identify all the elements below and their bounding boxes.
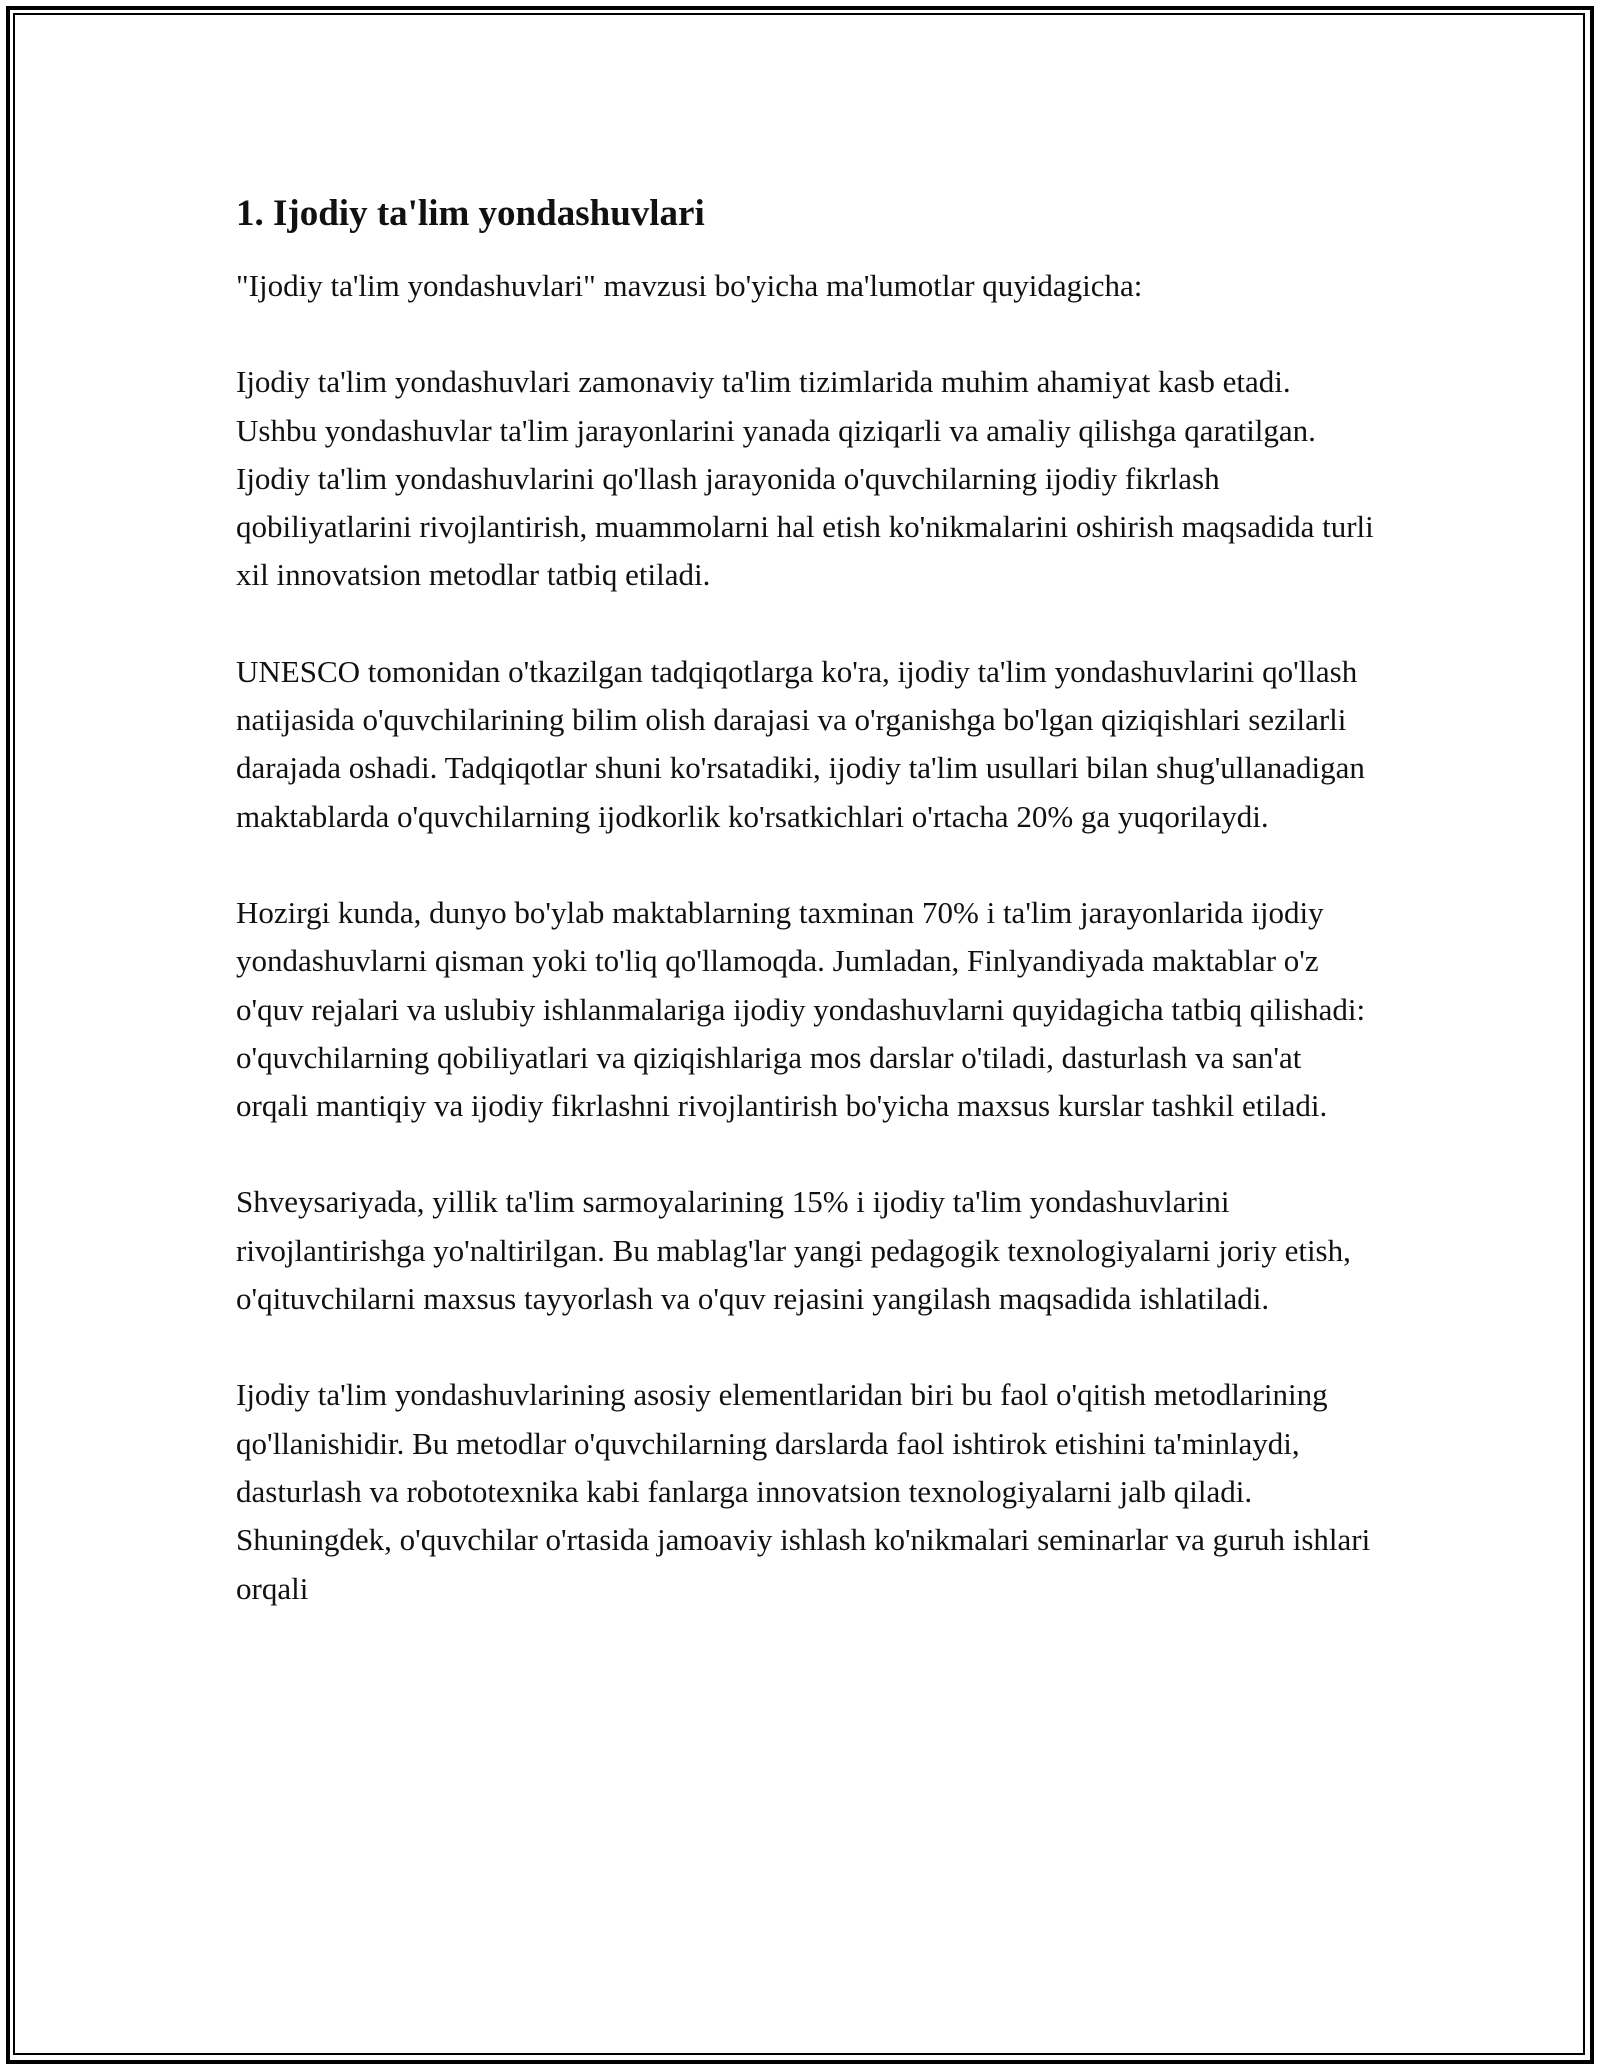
- section-heading: 1. Ijodiy ta'lim yondashuvlari: [236, 193, 705, 234]
- paragraph-unesco: UNESCO tomonidan o'tkazilgan tadqiqotlarga ko'ra, ijodiy ta'lim yondashuvlarini qo'llash natijasida o'quvchilarining bilim olish darajasi va o'rganishga bo'lgan qiziqishlari sezilarli darajada oshadi. Tadqiqotlar shuni ko'rsatadiki, ijodiy ta'lim usullari bilan shug'ullanadigan maktablarda o'quvchilarning ijodkorlik ko'rsatkichlari o'rtacha 20% ga yuqorilaydi.: [236, 653, 1365, 834]
- paragraph-worldwide: Hozirgi kunda, dunyo bo'ylab maktablarning taxminan 70% i ta'lim jarayonlarida ijodiy yondashuvlarni qisman yoki to'liq qo'llamoqda. Jumladan, Finlyandiyada maktablar o'z o'quv rejalari va uslubiy ishlanmalariga ijodiy yondashuvlarni quyidagicha tatbiq qilishadi: o'quvchilarning qobiliyatlari va qiziqishlariga mos darslar o'tiladi, dasturlash va san'at orqali mantiqiy va ijodiy fikrlashni rivojlantirish bo'yicha maxsus kurslar tashkil etiladi.: [236, 894, 1366, 1124]
- paragraph-overview: Ijodiy ta'lim yondashuvlari zamonaviy ta'lim tizimlarida muhim ahamiyat kasb etadi. Ushbu yondashuvlar ta'lim jarayonlarini yanada qiziqarli va amaliy qilishga qaratilgan. Ijodiy ta'lim yondashuvlarini qo'llash jarayonida o'quvchilarning ijodiy fikrlash qobiliyatlarini rivojlantirish, muammolarni hal etish ko'nikmalarini oshirish maqsadida turli xil innovatsion metodlar tatbiq etiladi.: [236, 364, 1374, 593]
- paragraph-active-methods: Ijodiy ta'lim yondashuvlarining asosiy elementlaridan biri bu faol o'qitish metodlarining qo'llanishidir. Bu metodlar o'quvchilarning darslarda faol ishtirok etishini ta'minlaydi, dasturlash va robototexnika kabi fanlarga innovatsion texnologiyalarni jalb qiladi. Shuningdek, o'quvchilar o'rtasida jamoaviy ishlash ko'nikmalari seminarlar va guruh ishlari orqali: [236, 1377, 1371, 1606]
- document-body: [236, 188, 1376, 1613]
- paragraph-switzerland: Shveysariyada, yillik ta'lim sarmoyalarining 15% i ijodiy ta'lim yondashuvlarini rivojlantirishga yo'naltirilgan. Bu mablag'lar yangi pedagogik texnologiyalarni joriy etish, o'qituvchilarni maxsus tayyorlash va o'quv rejasini yangilash maqsadida ishlatiladi.: [236, 1184, 1351, 1317]
- intro-paragraph: "Ijodiy ta'lim yondashuvlari" mavzusi bo'yicha ma'lumotlar quyidagicha:: [236, 268, 1143, 303]
